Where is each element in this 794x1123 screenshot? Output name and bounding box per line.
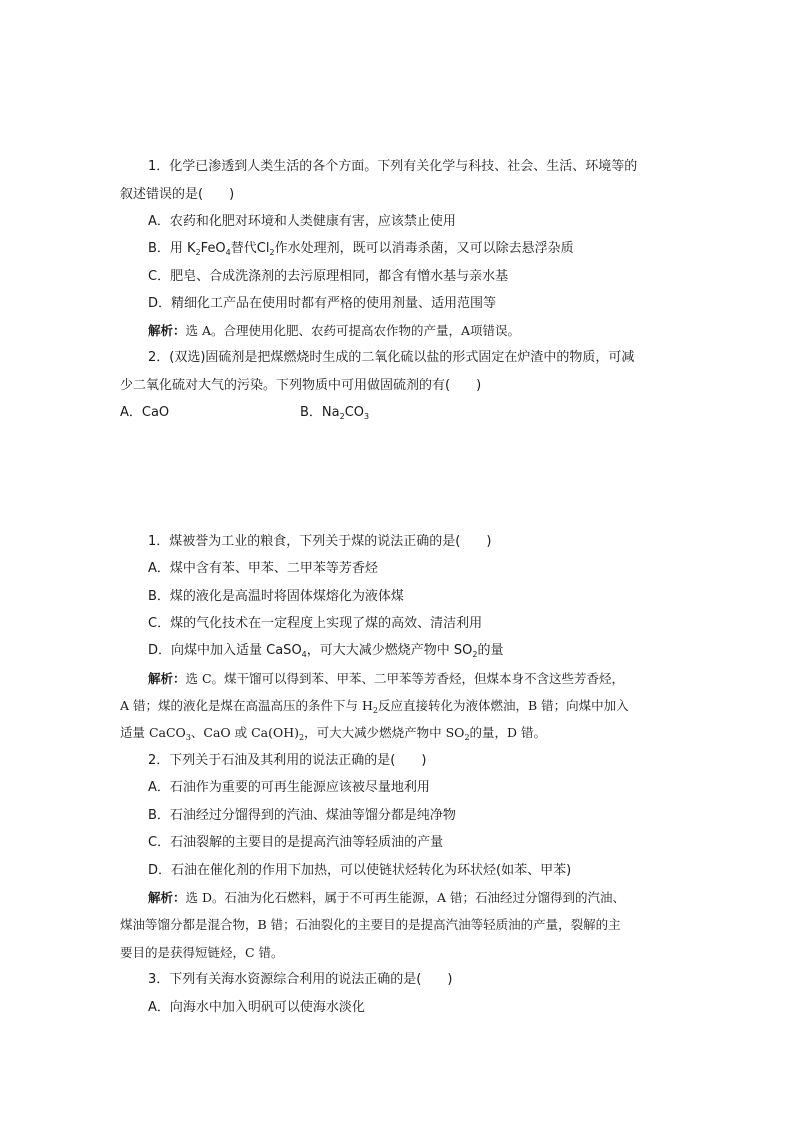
question-2-option-b: B．石油经过分馏得到的汽油、煤油等馏分都是纯净物	[148, 808, 456, 823]
question-1-option-b: B．煤的液化是高温时将固体煤熔化为液体煤	[148, 589, 404, 604]
question-2-stem: 2．下列关于石油及其利用的说法正确的是( )	[148, 753, 427, 768]
question-1-option-a: A．煤中含有苯、甲苯、二甲苯等芳香烃	[148, 561, 378, 576]
analysis-label: 解析：	[148, 890, 186, 905]
question-2-stem-line-2: 少二氧化硫对大气的污染。下列物质中可用做固硫剂的有( )	[120, 378, 482, 393]
question-2-analysis-line-2: 煤油等馏分都是混合物，B 错；石油裂化的主要目的是提高汽油等轻质油的产量，裂解的主	[120, 917, 621, 932]
question-1-option-d: D．向煤中加入适量 CaSO$_4$，可大大减少燃烧产物中 $SO_2$的量	[148, 643, 504, 659]
question-1-analysis-line-2: A 错；煤的液化是煤在高温高压的条件下与 $H_2$反应直接转化为液体燃油，B 错；向煤中加入	[120, 698, 629, 715]
question-2-option-a: A．石油作为重要的可再生能源应该被尽量地利用	[148, 780, 430, 795]
question-1-stem-line-2: 叙述错误的是( )	[120, 187, 235, 202]
question-1-stem: 1．煤被誉为工业的粮食，下列关于煤的说法正确的是( )	[148, 534, 492, 549]
question-2-analysis-line-3: 要目的是获得短链烃，C 错。	[120, 945, 284, 960]
question-2-option-c: C．石油裂解的主要目的是提高汽油等轻质油的产量	[148, 835, 444, 850]
question-1-option-a: A．农药和化肥对环境和人类健康有害，应该禁止使用	[148, 214, 456, 229]
question-1-option-c: C．煤的气化技术在一定程度上实现了煤的高效、清洁利用	[148, 616, 483, 631]
question-1-analysis-line-1: 解析：选 C。煤干馏可以得到苯、甲苯、二甲苯等芳香烃，但煤本身不含这些芳香烃，	[148, 671, 625, 686]
question-3-stem: 3．下列有关海水资源综合利用的说法正确的是( )	[148, 972, 453, 987]
analysis-label: 解析：	[148, 323, 186, 338]
question-2-analysis-line-1: 解析：选 D。石油为化石燃料，属于不可再生能源，A 错；石油经过分馏得到的汽油、	[148, 890, 626, 905]
question-1-stem-line-1: 1．化学已渗透到人类生活的各个方面。下列有关化学与科技、社会、生活、环境等的	[148, 159, 638, 174]
analysis-label: 解析：	[148, 671, 186, 686]
question-2-option-b: B．$Na_2CO_3$	[300, 405, 370, 421]
question-3-option-a: A．向海水中加入明矾可以使海水淡化	[148, 1000, 365, 1015]
question-2-option-a: A．CaO	[120, 405, 170, 420]
question-2-option-d: D．石油在催化剂的作用下加热，可以使链状烃转化为环状烃(如苯、甲苯)	[148, 863, 572, 878]
question-2-options	[120, 405, 540, 421]
question-2-stem-line-1: 2．(双选)固硫剂是把煤燃烧时生成的二氧化硫以盐的形式固定在炉渣中的物质，可减	[148, 350, 635, 365]
question-1-analysis: 解析：选 A。合理使用化肥、农药可提高农作物的产量，A项错误。	[148, 323, 521, 338]
question-1-analysis-line-3: 适量 CaCO$_3$、CaO 或 $Ca(OH)_2$，可大大减少燃烧产物中 $SO_2$的量，D 错。	[120, 725, 547, 742]
question-1-option-b: B．用 $K_2FeO_4$替代$Cl_2$作水处理剂，既可以消毒杀菌，又可以除去悬浮杂质	[148, 241, 574, 257]
question-1-option-c: C．肥皂、合成洗涤剂的去污原理相同，都含有憎水基与亲水基	[148, 269, 509, 284]
question-1-option-d: D．精细化工产品在使用时都有严格的使用剂量、适用范围等	[148, 296, 497, 311]
